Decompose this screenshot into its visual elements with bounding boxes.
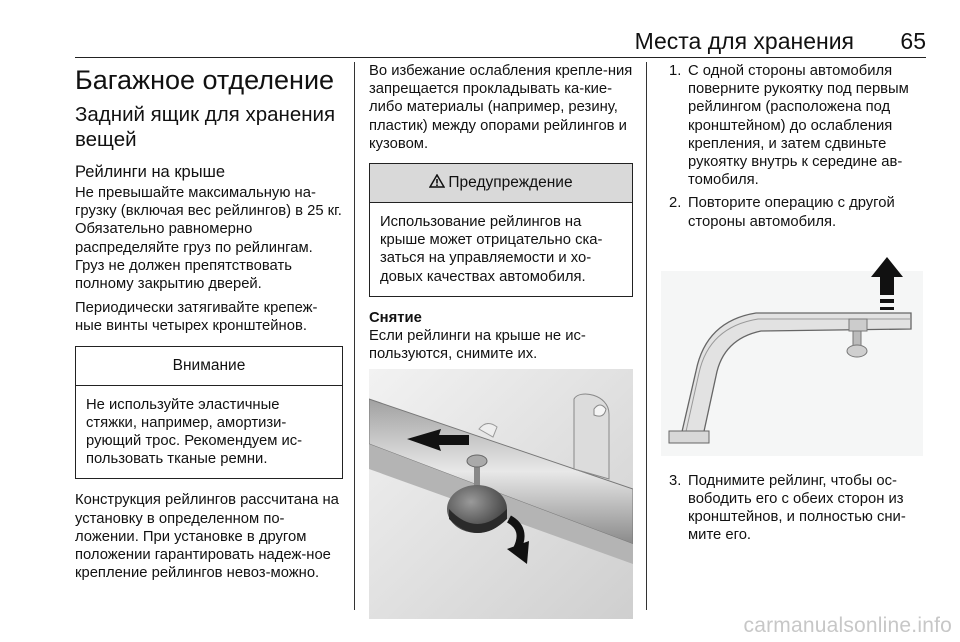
warning-box bbox=[369, 163, 633, 297]
column-divider-1 bbox=[354, 62, 355, 610]
page-number: 65 bbox=[900, 28, 926, 54]
step-text: Повторите операцию с другой стороны автомобиля. bbox=[688, 195, 895, 230]
page-header bbox=[75, 26, 926, 56]
notice-text: Не используйте эластичные стяжки, например, амортизи-рующий трос. Рекомендуем ис-пользовать тканые ремни. bbox=[86, 396, 303, 468]
step-text: С одной стороны автомобиля поверните рукоятку под первым рейлингом (расположена под кронштейном) до ослабления крепления, и затем сдвиньте рукоятку внутрь к середине ав-томобиля. bbox=[688, 63, 909, 189]
column-1 bbox=[75, 62, 343, 588]
warning-text: Использование рейлингов на крыше может отрицательно ска-заться на управляемости и хо-довых качествах автомобиля. bbox=[380, 214, 603, 285]
notice-box bbox=[75, 346, 343, 480]
column-divider-2 bbox=[646, 62, 647, 610]
warning-triangle-icon bbox=[429, 174, 445, 188]
watermark: carmanualsonline.info bbox=[743, 614, 952, 637]
notice-title: Внимание bbox=[76, 347, 342, 386]
list-item bbox=[667, 472, 929, 545]
list-item bbox=[667, 194, 929, 230]
paragraph: Конструкция рейлингов рассчитана на установку в определенном по-ложении. При установке в другом положении гарантировать надеж-ное крепление рейлингов невоз-можно. bbox=[75, 492, 339, 582]
warning-header bbox=[370, 164, 632, 203]
column-2 bbox=[369, 62, 633, 619]
roof-rail-release-illustration bbox=[369, 369, 633, 619]
chapter-title: Багажное отделение bbox=[75, 65, 335, 95]
subsection-title: Задний ящик для хранения вещей bbox=[75, 103, 336, 151]
column-3 bbox=[667, 62, 929, 550]
steps-list-continued bbox=[667, 472, 929, 545]
paragraph: Периодически затягивайте крепеж-ные винты четырех кронштейнов. bbox=[75, 300, 318, 335]
rail-lift-illustration bbox=[661, 251, 923, 456]
paragraph: Во избежание ослабления крепле-ния запрещается прокладывать ка-кие-либо материалы (например, резину, пластик) между опорами рейлингов и кузовом. bbox=[369, 63, 633, 152]
removal-heading: Снятие bbox=[369, 309, 422, 326]
paragraph: Не превышайте максимальную на-грузку (включая вес рейлингов) в 25 кг. Обязательно равномерно распределяйте груз по рейлингам. Груз не должен препятствовать полному закрытию дверей. bbox=[75, 185, 342, 293]
step-text: Поднимите рейлинг, чтобы ос-вободить его с обеих сторон из кронштейнов, и полностью сни-мите его. bbox=[688, 472, 906, 544]
step-number: 1. bbox=[669, 63, 682, 79]
paragraph: Если рейлинги на крыше не ис-пользуются, снимите их. bbox=[369, 327, 586, 363]
section-heading: Рейлинги на крыше bbox=[75, 163, 225, 181]
header-divider bbox=[75, 57, 926, 58]
steps-list bbox=[667, 62, 929, 231]
list-item bbox=[667, 62, 929, 189]
step-number: 3. bbox=[669, 472, 682, 489]
warning-title: Предупреждение bbox=[448, 174, 573, 192]
step-number: 2. bbox=[669, 195, 682, 212]
section-title: Места для хранения bbox=[634, 28, 854, 54]
